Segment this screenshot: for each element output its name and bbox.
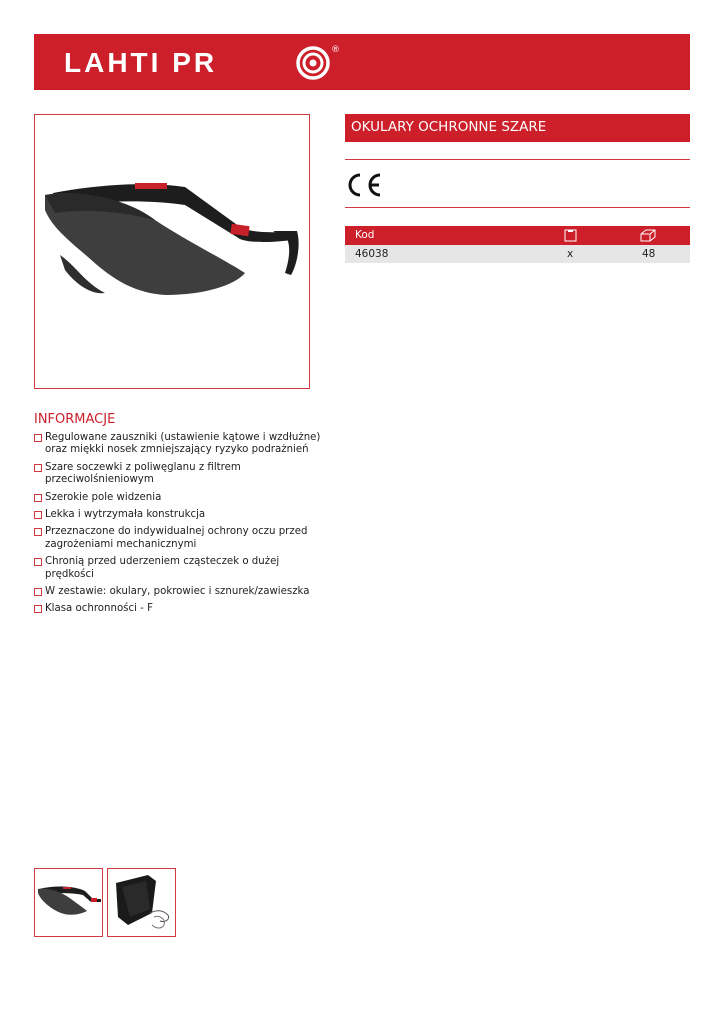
- bullet-box-icon: [34, 464, 42, 472]
- divider: [345, 207, 690, 208]
- column-header-code: Kod: [355, 229, 375, 241]
- list-item: Klasa ochronności - F: [34, 603, 324, 615]
- bullet-box-icon: [34, 558, 42, 566]
- list-item: Chronią przed uderzeniem cząsteczek o dużej prędkości: [34, 556, 324, 581]
- product-title-bar: [345, 114, 690, 142]
- unit-box-icon: [564, 229, 577, 242]
- bullet-box-icon: [34, 588, 42, 596]
- table-row: [345, 245, 690, 263]
- glasses-pouch-thumbnail: [108, 869, 175, 936]
- product-photo: [34, 114, 310, 389]
- registered-mark: ®: [331, 45, 340, 55]
- package-icon: [640, 229, 656, 242]
- logo-ring-icon: [296, 46, 330, 80]
- thumbnail-set[interactable]: [107, 868, 176, 937]
- bullet-box-icon: [34, 511, 42, 519]
- thumbnail-glasses[interactable]: [34, 868, 103, 937]
- info-list: [34, 432, 324, 621]
- table-header: [345, 226, 690, 245]
- safety-glasses-image: [35, 115, 309, 388]
- list-item: Regulowane zauszniki (ustawienie kątowe i wzdłużne) oraz miękki nosek zmniejszający ryzyko podrażnień: [34, 432, 324, 457]
- product-code: 46038: [355, 248, 389, 260]
- bullet-box-icon: [34, 605, 42, 613]
- safety-glasses-thumbnail: [35, 869, 102, 936]
- list-item: Szare soczewki z poliwęglanu z filtrem przeciwolśnieniowym: [34, 462, 324, 487]
- ce-mark-icon: [344, 172, 384, 198]
- divider: [345, 159, 690, 160]
- list-item: Lekka i wytrzymała konstrukcja: [34, 509, 324, 521]
- list-item: W zestawie: okulary, pokrowiec i sznurek/zawieszka: [34, 586, 324, 598]
- bullet-box-icon: [34, 494, 42, 502]
- brand-header: [34, 34, 690, 90]
- info-title: INFORMACJE: [34, 412, 116, 427]
- bullet-box-icon: [34, 528, 42, 536]
- unit-value: x: [567, 248, 574, 260]
- list-item: Przeznaczone do indywidualnej ochrony oczu przed zagrożeniami mechanicznymi: [34, 526, 324, 551]
- list-item: Szerokie pole widzenia: [34, 492, 324, 504]
- brand-logo: LAHTI PR: [64, 47, 218, 78]
- package-quantity: 48: [642, 248, 656, 260]
- product-title: OKULARY OCHRONNE SZARE: [351, 119, 547, 135]
- bullet-box-icon: [34, 434, 42, 442]
